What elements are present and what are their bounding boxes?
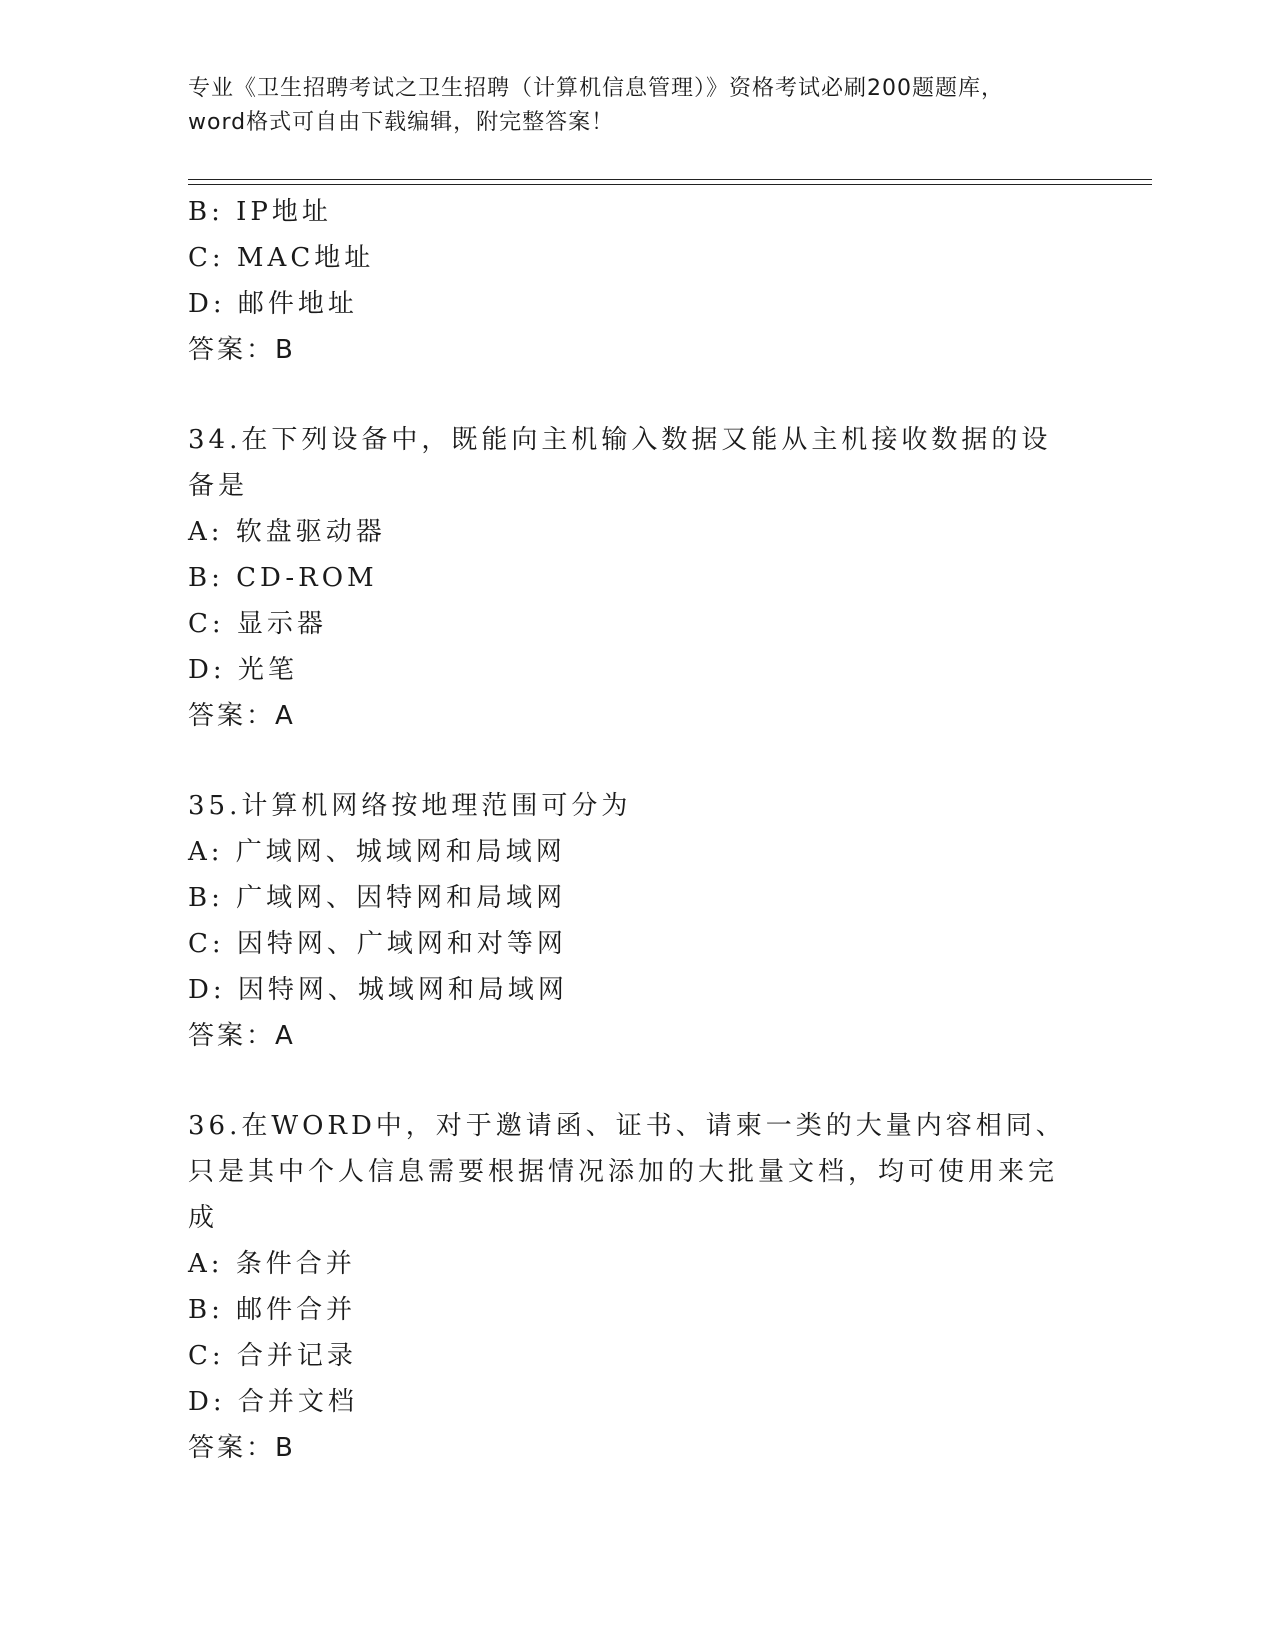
- question-continuation: [188, 189, 1088, 373]
- option-b: B: 广域网、因特网和局域网: [188, 883, 567, 913]
- answer-line: 答案：B: [188, 335, 296, 365]
- option-d: D: 因特网、城域网和局域网: [188, 975, 568, 1005]
- header-line-2: word格式可自由下载编辑，附完整答案！: [188, 110, 615, 135]
- question-text: 34.在下列设备中，既能向主机输入数据又能从主机接收数据的设备是: [188, 425, 1052, 501]
- answer-line: 答案：A: [188, 701, 296, 731]
- option-c: C: 显示器: [188, 609, 327, 639]
- option-c: C: 因特网、广域网和对等网: [188, 929, 567, 959]
- header-divider-top: [188, 179, 1152, 180]
- option-d: D: 邮件地址: [188, 289, 358, 319]
- option-a: A: 条件合并: [188, 1249, 356, 1279]
- document-header: [188, 72, 1088, 140]
- option-b: B: CD-ROM: [188, 563, 378, 593]
- option-d: D: 合并文档: [188, 1387, 358, 1417]
- question-36: [188, 1103, 1088, 1471]
- document-body: [188, 189, 1088, 1471]
- option-c: C: MAC地址: [188, 243, 375, 273]
- question-text: 35.计算机网络按地理范围可分为: [188, 791, 632, 821]
- option-b: B: 邮件合并: [188, 1295, 357, 1325]
- option-a: A: 广域网、城域网和局域网: [188, 837, 566, 867]
- answer-line: 答案：B: [188, 1433, 296, 1463]
- option-c: C: 合并记录: [188, 1341, 357, 1371]
- question-34: [188, 417, 1088, 739]
- option-d: D: 光笔: [188, 655, 298, 685]
- option-a: A: 软盘驱动器: [188, 517, 386, 547]
- option-b: B: IP地址: [188, 197, 332, 227]
- answer-line: 答案：A: [188, 1021, 296, 1051]
- question-35: [188, 783, 1088, 1059]
- header-divider-bottom: [188, 184, 1152, 185]
- question-text: 36.在WORD中，对于邀请函、证书、请柬一类的大量内容相同、只是其中个人信息需要根据情况添加的大批量文档，均可使用来完成: [188, 1111, 1066, 1233]
- header-line-1: 专业《卫生招聘考试之卫生招聘（计算机信息管理）》资格考试必刷200题题库，: [188, 76, 1004, 101]
